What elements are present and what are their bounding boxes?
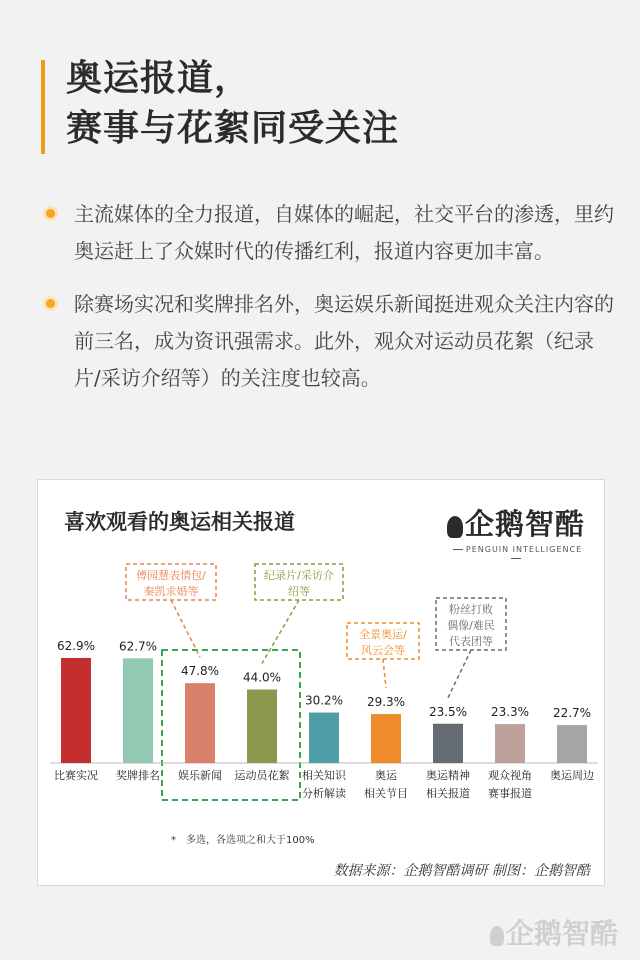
bar-value-label: 47.8% (180, 664, 220, 679)
category-label: 娱乐新闻 (178, 769, 222, 782)
category-label: 奥运周边 (550, 769, 594, 782)
penguin-watermark-icon (490, 926, 504, 946)
callout-pointer (448, 650, 471, 698)
category-label: 相关知识 (302, 769, 346, 782)
bar (123, 658, 153, 763)
callout-text: 傅园慧表情包/ (136, 569, 206, 582)
bar-value-label: 22.7% (552, 706, 592, 721)
chart-card (37, 479, 605, 886)
bar-value-label: 23.3% (490, 705, 530, 720)
bar (495, 724, 525, 763)
category-label: 观众视角 (488, 769, 532, 782)
bar (61, 658, 91, 763)
bar (557, 725, 587, 763)
watermark-text: 企鹅智酷 (505, 917, 618, 950)
brand-name: 企鹅智酷 (464, 507, 585, 541)
page-title (66, 54, 399, 154)
chart-title: 喜欢观看的奥运相关报道 (64, 510, 295, 534)
callout-text: 全景奥运/ (359, 628, 407, 641)
callout-pointer (262, 600, 299, 664)
bar-value-label: 62.9% (56, 638, 96, 653)
bullet-item (44, 286, 614, 397)
title-line-2: 赛事与花絮同受关注 (66, 108, 400, 149)
category-label: 奖牌排名 (116, 769, 160, 782)
callout-text: 风云会等 (361, 644, 405, 657)
watermark (490, 912, 618, 952)
bullet-text: 除赛场实况和奖牌排名外，奥运娱乐新闻挺进观众关注内容的前三名，成为资讯强需求。此外，观众对运动员花絮（纪录片/采访介绍等）的关注度也较高。 (74, 292, 614, 390)
callout-text: 粉丝打败 (449, 603, 493, 616)
brand-tagline: PENGUIN INTELLIGENCE (446, 545, 586, 563)
callout-text: 偶像/难民 (447, 619, 495, 632)
callout-pointer (383, 659, 386, 688)
category-label: 奥运 (375, 769, 397, 782)
bar (309, 713, 339, 763)
bullet-list (44, 196, 614, 413)
bullet-text: 主流媒体的全力报道，自媒体的崛起，社交平台的渗透，里约奥运赶上了众媒时代的传播红利，报道内容更加丰富。 (74, 202, 614, 263)
bar-value-label: 62.7% (118, 639, 158, 654)
bar (185, 683, 215, 763)
category-label: 相关报道 (426, 787, 470, 800)
bar (247, 690, 277, 763)
category-label: 比赛实况 (54, 769, 98, 782)
bar-value-label: 30.2% (304, 693, 344, 708)
category-label: 相关节目 (364, 787, 408, 800)
callout-text: 纪录片/采访介 (264, 569, 334, 582)
bullet-dot-icon (46, 299, 55, 308)
category-label: 赛事报道 (488, 787, 532, 800)
category-label: 奥运精神 (426, 769, 470, 782)
title-line-1: 奥运报道， (66, 58, 252, 99)
brand-logo (446, 502, 586, 563)
bar-value-label: 23.5% (428, 704, 468, 719)
bar-value-label: 29.3% (366, 695, 406, 710)
bullet-item (44, 196, 614, 270)
bar (433, 724, 463, 763)
callout-pointer (171, 600, 200, 657)
bar (371, 714, 401, 763)
callout-text: 代表团等 (449, 635, 493, 648)
callout-text: 秦凯求婚等 (143, 585, 199, 598)
penguin-icon (447, 516, 463, 538)
category-label: 分析解读 (302, 787, 346, 800)
category-label: 运动员花絮 (234, 769, 290, 782)
source-credit: 数据来源：企鹅智酷调研 制图：企鹅智酷 (333, 863, 590, 879)
footnote: * 多选，各选项之和大于100% (171, 835, 315, 846)
accent-bar (41, 60, 45, 154)
bar-value-label: 44.0% (242, 670, 282, 685)
callout-text: 绍等 (288, 585, 310, 598)
bullet-dot-icon (46, 209, 55, 218)
